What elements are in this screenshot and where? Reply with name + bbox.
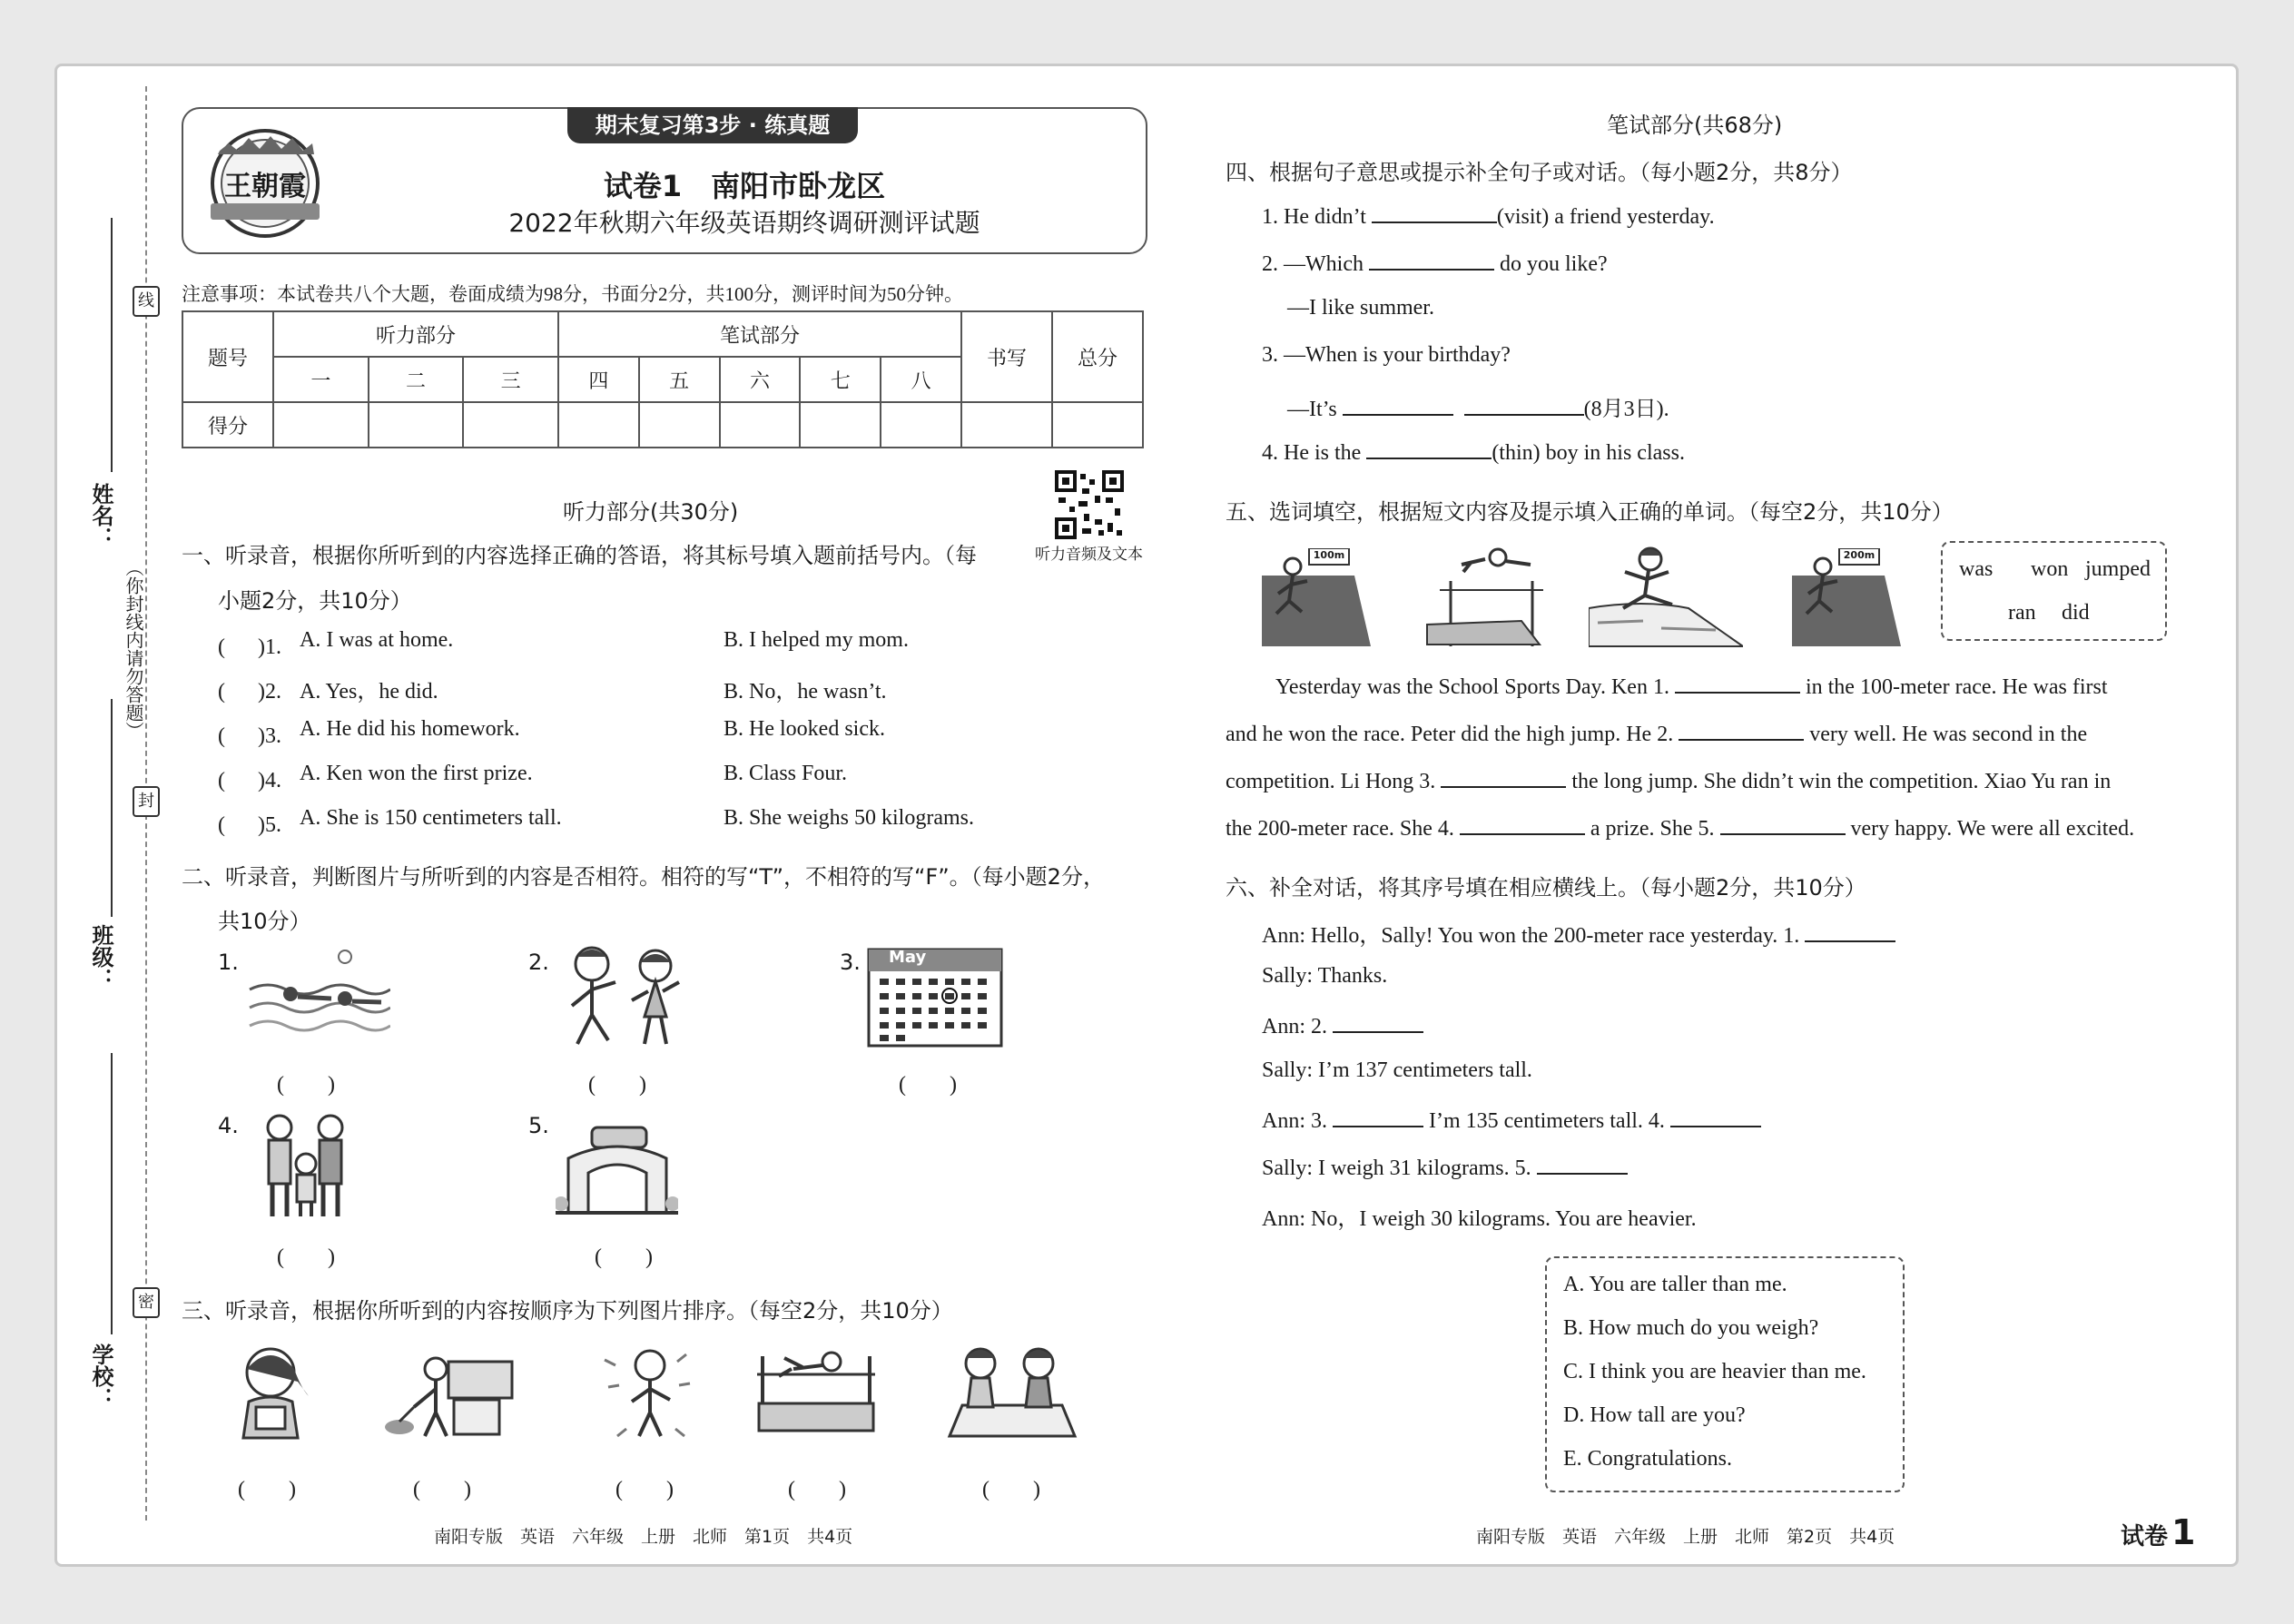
score-col: 三 — [463, 357, 558, 402]
sec4-title: 四、根据句子意思或提示补全句子或对话。（每小题2分，共8分） — [1226, 160, 1853, 185]
passage-text: and he won the race. Peter did the high jump. He 2. — [1226, 723, 1674, 746]
q5-number[interactable]: ( )5. — [218, 813, 281, 837]
dialog-line-5 — [1262, 1106, 1761, 1134]
dialog-text: Ann: 2. — [1262, 1015, 1327, 1038]
sec4-q3-hint: (8月3日). — [1583, 398, 1669, 421]
page-title: 试卷1 南阳市卧龙区 — [603, 169, 886, 203]
sec2-answer-4[interactable]: ( ) — [277, 1245, 335, 1269]
sec3-answer-4[interactable]: ( ) — [788, 1478, 846, 1501]
score-table-defen: 得分 — [182, 402, 273, 448]
race-200m-picture — [1790, 548, 1904, 653]
sec6-title: 六、补全对话，将其序号填在相应横线上。（每小题2分，共10分） — [1226, 875, 1866, 901]
listening-title: 听力部分(共30分) — [563, 499, 739, 525]
score-cell[interactable] — [881, 402, 961, 448]
sec4-line-2 — [1262, 249, 1608, 277]
cleaning-picture — [379, 1349, 516, 1444]
girl-reading-picture — [229, 1342, 316, 1446]
sign-100m: 100m — [1313, 549, 1345, 561]
passage-line-3 — [1226, 766, 2111, 794]
class-label: 班级： — [88, 924, 113, 989]
score-cell[interactable] — [1052, 402, 1143, 448]
qr-caption: 听力音频及文本 — [1035, 546, 1143, 563]
passage-blank-5[interactable] — [1720, 813, 1846, 835]
race-100m-picture — [1260, 548, 1373, 653]
word-bank — [1941, 541, 2167, 641]
option-a: A. You are taller than me. — [1563, 1273, 1787, 1296]
passage-text: very well. He was second in the — [1809, 723, 2088, 746]
passage-line-2 — [1226, 719, 2087, 747]
seal-label-secret: 密 — [133, 1287, 160, 1318]
dialog-blank-3[interactable] — [1333, 1106, 1423, 1127]
sec2-answer-1[interactable]: ( ) — [277, 1073, 335, 1097]
sec4-q3-blank-1[interactable] — [1343, 394, 1453, 416]
sec3-answer-3[interactable]: ( ) — [615, 1478, 674, 1501]
sec4-q2-answer: —I like summer. — [1287, 296, 1434, 320]
binding-warning: （你封线内请勿答题） — [123, 558, 144, 740]
header-banner: 期末复习第3步 · 练真题 — [567, 107, 858, 143]
q2-option-a: A. Yes，he did. — [300, 680, 438, 704]
q4-option-b: B. Class Four. — [724, 762, 848, 785]
kids-painting-picture — [944, 1342, 1080, 1446]
logo-text: 王朝霞 — [224, 171, 306, 202]
notice: 注意事项：本试卷共八个大题，卷面成绩为98分，书面分2分，共100分，测评时间为50分钟。 — [182, 283, 963, 305]
passage-text: competition. Li Hong 3. — [1226, 770, 1436, 793]
dialog-text: Ann: Hello，Sally! You won the 200-meter race yesterday. 1. — [1262, 924, 1800, 948]
dialog-text: I’m 135 centimeters tall. 4. — [1423, 1109, 1665, 1133]
option-d: D. How tall are you? — [1563, 1403, 1746, 1427]
dialog-line-7: Ann: No，I weigh 30 kilograms. You are heavier. — [1262, 1207, 1697, 1231]
sec2-num-1: 1. — [218, 950, 239, 975]
score-col: 八 — [881, 357, 961, 402]
two-children-picture — [554, 942, 690, 1056]
sec2-num-3: 3. — [840, 950, 861, 975]
dialog-line-6 — [1262, 1153, 1628, 1181]
option-b: B. How much do you weigh? — [1563, 1316, 1819, 1340]
options-box — [1545, 1256, 1905, 1492]
paper-label — [2121, 1512, 2195, 1552]
q1-option-a: A. I was at home. — [300, 628, 454, 652]
q1-number[interactable]: ( )1. — [218, 635, 281, 659]
class-field[interactable] — [111, 699, 113, 917]
dialog-blank-4[interactable] — [1670, 1106, 1761, 1127]
seal-label-line: 线 — [133, 286, 160, 317]
passage-text: very happy. We were all excited. — [1850, 817, 2135, 841]
sec4-q2-text: 2. —Which — [1262, 252, 1369, 276]
dialog-line-2: Sally: Thanks. — [1262, 964, 1388, 988]
sec2-title-cont: 共10分） — [218, 909, 311, 934]
passage-blank-3[interactable] — [1441, 766, 1566, 788]
written-title: 笔试部分(共68分) — [1607, 113, 1783, 138]
logo — [202, 116, 329, 243]
score-cell[interactable] — [273, 402, 369, 448]
q2-number[interactable]: ( )2. — [218, 680, 281, 704]
sec2-title: 二、听录音，判断图片与所听到的内容是否相符。相符的写“T”，不相符的写“F”。（每小题2分， — [182, 864, 1105, 890]
score-cell[interactable] — [463, 402, 558, 448]
sec4-line-4 — [1262, 438, 1685, 466]
score-cell[interactable] — [369, 402, 464, 448]
long-jump-scene — [1589, 545, 1743, 655]
option-c: C. I think you are heavier than me. — [1563, 1360, 1866, 1383]
score-col: 二 — [369, 357, 464, 402]
q5-option-b: B. She weighs 50 kilograms. — [724, 806, 974, 830]
q2-option-b: B. No，he wasn’t. — [724, 680, 887, 704]
sec4-q2-blank[interactable] — [1369, 249, 1494, 271]
sec1-title: 一、听录音，根据你所听到的内容选择正确的答语，将其标号填入题前括号内。（每 — [182, 543, 977, 568]
score-cell[interactable] — [800, 402, 881, 448]
dialog-blank-1[interactable] — [1805, 920, 1895, 942]
word-won: won — [2031, 557, 2069, 581]
dialog-text: Ann: 3. — [1262, 1109, 1327, 1133]
q3-number[interactable]: ( )3. — [218, 724, 281, 748]
page-subtitle: 2022年秋期六年级英语期终调研测评试题 — [508, 208, 980, 238]
sec2-answer-3[interactable]: ( ) — [899, 1073, 957, 1097]
word-jumped: jumped — [2085, 557, 2151, 581]
word-ran: ran — [2008, 601, 2036, 625]
sec4-q3-blank-2[interactable] — [1464, 394, 1584, 416]
sec2-num-2: 2. — [528, 950, 549, 975]
calendar-month: May — [889, 948, 927, 967]
name-field[interactable] — [111, 218, 113, 472]
sec4-q1-blank[interactable] — [1372, 202, 1497, 223]
dialog-blank-5[interactable] — [1537, 1153, 1628, 1175]
sec4-q4-text: 4. He is the — [1262, 441, 1367, 465]
score-table-tihao: 题号 — [182, 311, 273, 402]
footer-left: 南阳专版 英语 六年级 上册 北师 第1页 共4页 — [434, 1527, 853, 1547]
score-col: 七 — [800, 357, 881, 402]
name-label: 姓名： — [88, 483, 113, 548]
sec4-q3-text: —It’s — [1287, 398, 1343, 421]
score-table — [182, 310, 1144, 448]
q4-number[interactable]: ( )4. — [218, 769, 281, 792]
dialog-line-4: Sally: I’m 137 centimeters tall. — [1262, 1058, 1532, 1082]
q3-option-a: A. He did his homework. — [300, 717, 520, 741]
sec4-q3-question: 3. —When is your birthday? — [1262, 343, 1511, 367]
passage-text: in the 100-meter race. He was first — [1805, 675, 2108, 699]
score-table-shuxie: 书写 — [961, 311, 1052, 402]
sec3-answer-2[interactable]: ( ) — [413, 1478, 471, 1501]
sec3-title: 三、听录音，根据你所听到的内容按顺序为下列图片排序。（每空2分，共10分） — [182, 1298, 953, 1324]
score-cell[interactable] — [961, 402, 1052, 448]
sec2-num-5: 5. — [528, 1113, 549, 1138]
qr-code[interactable] — [1055, 470, 1124, 539]
score-col: 四 — [558, 357, 639, 402]
sec2-answer-2[interactable]: ( ) — [588, 1073, 646, 1097]
sec2-num-4: 4. — [218, 1113, 239, 1138]
paper-label-text: 试卷 — [2121, 1523, 2169, 1550]
dialog-line-1 — [1262, 917, 1895, 949]
q3-option-b: B. He looked sick. — [724, 717, 885, 741]
high-jump-picture — [748, 1347, 884, 1442]
sec4-q2-rest: do you like? — [1493, 252, 1608, 276]
sec1-title-cont: 小题2分，共10分） — [218, 588, 412, 614]
dialog-blank-2[interactable] — [1333, 1011, 1423, 1033]
q1-option-b: B. I helped my mom. — [724, 628, 909, 652]
passage-blank-4[interactable] — [1460, 813, 1585, 835]
score-col: 六 — [720, 357, 801, 402]
school-label: 学校： — [88, 1343, 113, 1409]
q4-option-a: A. Ken won the first prize. — [300, 762, 533, 785]
sec4-line-3b — [1287, 390, 1669, 422]
sec4-q1-hint: (visit) a friend yesterday. — [1496, 205, 1715, 229]
swimming-picture — [245, 944, 390, 1048]
school-field[interactable] — [111, 1053, 113, 1334]
passage-blank-1[interactable] — [1675, 672, 1800, 694]
passage-blank-2[interactable] — [1679, 719, 1804, 741]
dialog-line-3 — [1262, 1011, 1423, 1039]
score-cell[interactable] — [558, 402, 639, 448]
score-table-listening: 听力部分 — [273, 311, 558, 357]
family-picture — [256, 1111, 356, 1225]
passage-text: a prize. She 5. — [1590, 817, 1715, 841]
passage-line-1 — [1275, 672, 2108, 700]
passage-text: the long jump. She didn’t win the competition. Xiao Yu ran in — [1571, 770, 2112, 793]
sec2-answer-5[interactable]: ( ) — [595, 1245, 653, 1269]
score-table-zongfen: 总分 — [1052, 311, 1143, 402]
option-e: E. Congratulations. — [1563, 1447, 1732, 1471]
calendar-picture — [867, 948, 1003, 1052]
q5-option-a: A. She is 150 centimeters tall. — [300, 806, 562, 830]
sign-200m: 200m — [1843, 549, 1876, 561]
score-cell[interactable] — [720, 402, 801, 448]
sec4-q4-hint: (thin) boy in his class. — [1492, 441, 1685, 465]
paper-label-number: 1 — [2171, 1512, 2196, 1552]
passage-line-4 — [1226, 813, 2134, 842]
word-did: did — [2062, 601, 2090, 625]
score-col: 一 — [273, 357, 369, 402]
sec3-answer-5[interactable]: ( ) — [982, 1478, 1040, 1501]
park-gate-picture — [556, 1126, 678, 1221]
sec5-title: 五、选词填空，根据短文内容及提示填入正确的单词。（每空2分，共10分） — [1226, 499, 1954, 525]
passage-text: Yesterday was the School Sports Day. Ken 1. — [1275, 675, 1669, 699]
high-jump-scene — [1422, 545, 1549, 655]
word-was: was — [1959, 557, 1994, 581]
sec3-answer-1[interactable]: ( ) — [238, 1478, 296, 1501]
footer-right: 南阳专版 英语 六年级 上册 北师 第2页 共4页 — [1476, 1527, 1895, 1547]
sec4-q4-blank[interactable] — [1366, 438, 1492, 459]
sec4-q1-text: 1. He didn’t — [1262, 205, 1372, 229]
score-cell[interactable] — [639, 402, 720, 448]
score-table-written: 笔试部分 — [558, 311, 961, 357]
score-col: 五 — [639, 357, 720, 402]
sick-boy-picture — [599, 1342, 699, 1446]
sec4-line-1 — [1262, 202, 1715, 230]
dialog-text: Sally: I weigh 31 kilograms. 5. — [1262, 1156, 1531, 1180]
seal-label-seal: 封 — [133, 786, 160, 817]
passage-text: the 200-meter race. She 4. — [1226, 817, 1454, 841]
